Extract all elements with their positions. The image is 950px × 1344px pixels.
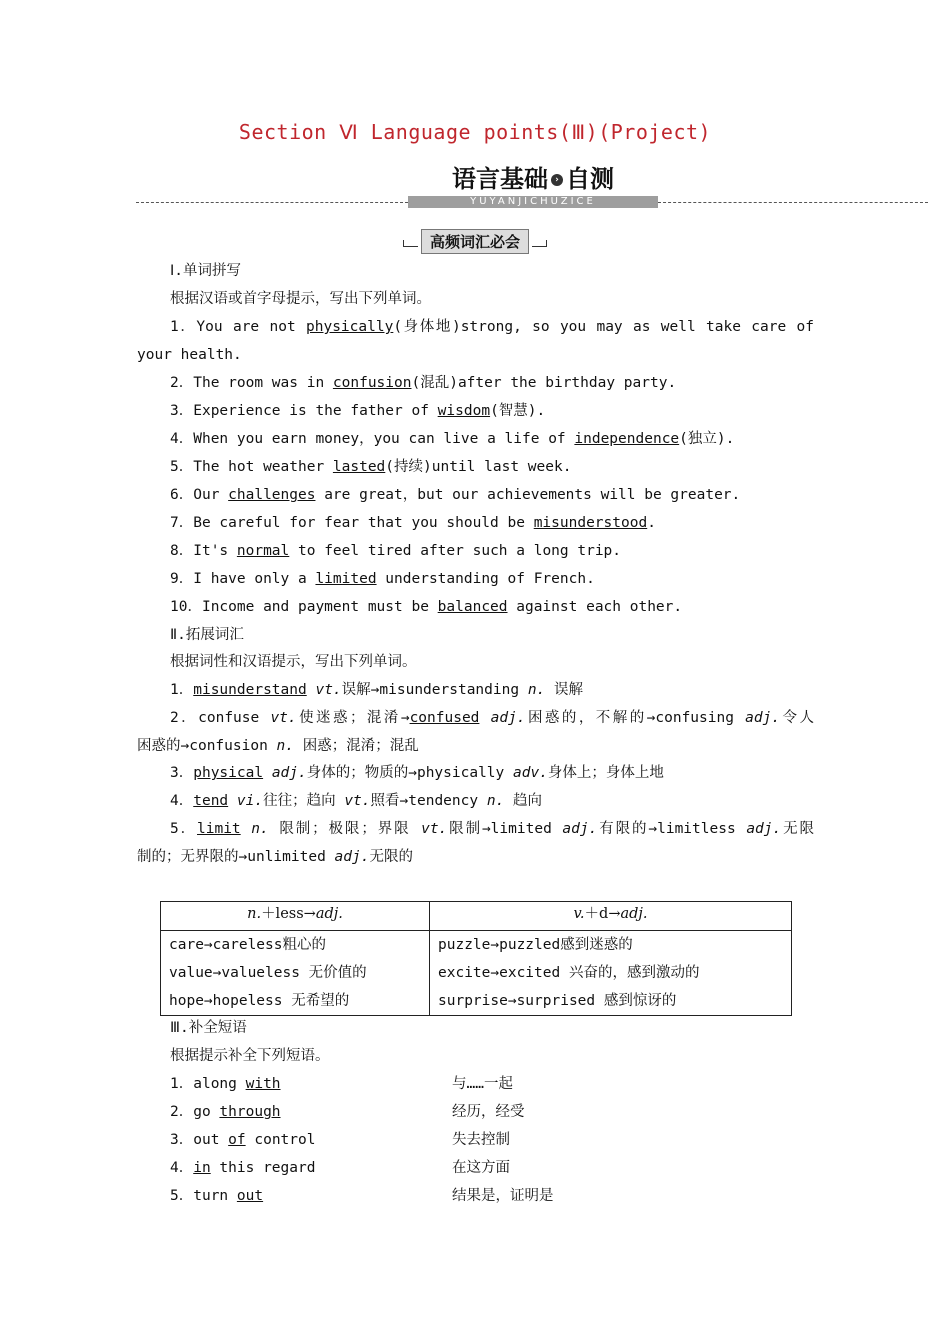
text-segment: vi. bbox=[236, 793, 264, 809]
answer: normal bbox=[236, 543, 290, 559]
text-segment bbox=[241, 821, 252, 837]
text-segment: vt. bbox=[421, 821, 448, 837]
text-segment: 令人 bbox=[780, 710, 814, 726]
text-segment: vt. bbox=[315, 682, 342, 698]
text-segment: 4． bbox=[170, 793, 194, 809]
phrase-meaning: 经历，经受 bbox=[452, 1104, 525, 1120]
table-row: value→valueless 无价值的 bbox=[169, 965, 367, 981]
text-segment: (持续)until last week. bbox=[385, 459, 572, 475]
text-segment: 3． bbox=[170, 765, 194, 781]
text-segment bbox=[263, 765, 272, 781]
part3-heading: Ⅲ.补全短语 bbox=[170, 1020, 247, 1036]
text-segment: adj. bbox=[562, 821, 598, 837]
list-item bbox=[170, 763, 664, 783]
answer: limit bbox=[197, 821, 241, 837]
answer: through bbox=[219, 1104, 281, 1120]
text-segment: 3．Experience is the father of bbox=[170, 403, 438, 419]
answer: independence bbox=[574, 431, 680, 447]
text-segment: understanding of French. bbox=[376, 571, 595, 587]
text-segment: n. bbox=[486, 793, 505, 809]
text-segment: 身体的；物质的→physically bbox=[306, 765, 513, 781]
text-segment: 有限的→limitless bbox=[597, 821, 747, 837]
list-item bbox=[170, 401, 545, 421]
table-row: care→careless粗心的 bbox=[169, 937, 326, 953]
list-item bbox=[170, 513, 656, 533]
table-header-1 bbox=[161, 902, 430, 931]
answer: out bbox=[236, 1188, 264, 1204]
answer: challenges bbox=[228, 487, 316, 503]
text-segment: 1．You are not bbox=[170, 319, 307, 335]
list-item bbox=[170, 541, 621, 561]
list-item bbox=[170, 569, 595, 589]
list-item bbox=[170, 317, 814, 337]
text-segment: 5． bbox=[170, 821, 198, 837]
text-segment: v. bbox=[573, 906, 585, 922]
text-segment: n. bbox=[251, 821, 269, 837]
text-segment: ＋less→ bbox=[261, 906, 316, 922]
text-segment: 往往；趋向 bbox=[263, 793, 345, 809]
answer: in bbox=[193, 1160, 211, 1176]
answer: of bbox=[228, 1132, 246, 1148]
text-segment: 9．I have only a bbox=[170, 571, 316, 587]
list-item bbox=[170, 680, 583, 700]
text-segment: are great，but our achievements will be greater. bbox=[315, 487, 741, 503]
text-segment: 困惑的，不解的→confusing bbox=[525, 710, 746, 726]
text-segment: adj. bbox=[620, 906, 648, 922]
subheading-label: 高频词汇必会 bbox=[421, 229, 529, 254]
answer: wisdom bbox=[437, 403, 491, 419]
text-segment: 2．confuse bbox=[170, 710, 271, 726]
text-segment: 趋向 bbox=[504, 793, 543, 809]
text-segment: n. bbox=[247, 906, 262, 922]
table-row: surprise→surprised 感到惊讶的 bbox=[438, 993, 677, 1009]
list-item bbox=[170, 1102, 281, 1122]
text-segment bbox=[228, 793, 237, 809]
text-segment: 使迷惑；混淆→ bbox=[296, 710, 410, 726]
list-item bbox=[170, 819, 814, 839]
text-segment: adj. bbox=[490, 710, 526, 726]
answer: with bbox=[245, 1076, 281, 1092]
text-segment: 5．The hot weather bbox=[170, 459, 333, 475]
text-segment: to feel tired after such a long trip. bbox=[289, 543, 622, 559]
text-segment: this regard bbox=[210, 1160, 316, 1176]
text-segment: adj. bbox=[334, 849, 370, 865]
text-segment: 1． bbox=[170, 682, 194, 698]
text-segment: 2．go bbox=[170, 1104, 220, 1120]
part2-instruction: 根据词性和汉语提示，写出下列单词。 bbox=[170, 654, 417, 670]
text-segment: 困惑的→confusion bbox=[137, 738, 277, 754]
text-segment: n. bbox=[276, 738, 294, 754]
answer: physical bbox=[193, 765, 264, 781]
list-item bbox=[170, 485, 740, 505]
text-segment: 8．It's bbox=[170, 543, 237, 559]
text-segment: adj. bbox=[745, 710, 781, 726]
banner-title-b: 自测 bbox=[566, 165, 614, 193]
text-segment: 6．Our bbox=[170, 487, 229, 503]
text-segment: vt. bbox=[344, 793, 371, 809]
answer: misunderstand bbox=[193, 682, 307, 698]
subheading bbox=[0, 229, 950, 254]
text-segment: 限制→limited bbox=[447, 821, 563, 837]
table-cell-left bbox=[161, 931, 430, 1016]
text-segment: 3．out bbox=[170, 1132, 229, 1148]
table-header-2 bbox=[430, 902, 792, 931]
list-item bbox=[170, 373, 676, 393]
text-segment: against each other. bbox=[507, 599, 683, 615]
part1-instruction: 根据汉语或首字母提示，写出下列单词。 bbox=[170, 291, 431, 307]
banner-title-a: 语言基础 bbox=[452, 165, 548, 193]
list-item bbox=[170, 1158, 315, 1178]
text-segment: adj. bbox=[271, 765, 307, 781]
text-segment: adj. bbox=[746, 821, 782, 837]
list-item bbox=[170, 1130, 315, 1150]
phrase-meaning: 结果是，证明是 bbox=[452, 1188, 554, 1204]
list-item-continued bbox=[137, 847, 413, 867]
answer: confusion bbox=[332, 375, 412, 391]
text-segment: 4．When you earn money，you can live a life of bbox=[170, 431, 575, 447]
list-item bbox=[170, 457, 571, 477]
answer: lasted bbox=[332, 459, 386, 475]
text-segment: . bbox=[647, 515, 656, 531]
text-segment: 制的；无界限的→unlimited bbox=[137, 849, 335, 865]
phrase-meaning: 失去控制 bbox=[452, 1132, 510, 1148]
text-segment: (独立). bbox=[679, 431, 735, 447]
text-segment: 5．turn bbox=[170, 1188, 237, 1204]
phrase-meaning: 在这方面 bbox=[452, 1160, 510, 1176]
phrase-meaning: 与……一起 bbox=[452, 1076, 513, 1092]
part2-heading: Ⅱ.拓展词汇 bbox=[170, 627, 244, 643]
text-segment: vt. bbox=[270, 710, 297, 726]
word-formation-table bbox=[160, 901, 792, 1016]
text-segment: 限制；极限；界限 bbox=[268, 821, 422, 837]
table-row: hope→hopeless 无希望的 bbox=[169, 993, 350, 1009]
list-item bbox=[170, 1186, 263, 1206]
banner-dash-right bbox=[658, 202, 928, 203]
part3-instruction: 根据提示补全下列短语。 bbox=[170, 1048, 330, 1064]
section-banner bbox=[0, 164, 950, 212]
text-segment: 1．along bbox=[170, 1076, 246, 1092]
list-item bbox=[170, 429, 734, 449]
banner-title bbox=[408, 164, 658, 194]
text-segment: 误解→misunderstanding bbox=[341, 682, 528, 698]
text-segment: 照看→tendency bbox=[370, 793, 487, 809]
answer: misunderstood bbox=[533, 515, 648, 531]
text-segment: 无限 bbox=[781, 821, 815, 837]
text-segment: adv. bbox=[513, 765, 548, 781]
text-segment: ＋d→ bbox=[584, 906, 621, 922]
banner-dash-left bbox=[136, 202, 408, 203]
list-item-continued: your health. bbox=[137, 347, 242, 363]
table-cell-right bbox=[430, 931, 792, 1016]
text-segment: 7．Be careful for fear that you should be bbox=[170, 515, 534, 531]
text-segment: 误解 bbox=[545, 682, 584, 698]
answer: confused bbox=[409, 710, 480, 726]
chevron-right-icon: › bbox=[551, 174, 563, 186]
table-row: excite→excited 兴奋的，感到激动的 bbox=[438, 965, 700, 981]
answer: tend bbox=[193, 793, 229, 809]
text-segment bbox=[479, 710, 490, 726]
list-item-continued bbox=[137, 736, 419, 756]
text-segment: (身体地)strong, so you may as well take care of bbox=[393, 319, 814, 335]
text-segment: n. bbox=[527, 682, 546, 698]
list-item bbox=[170, 708, 814, 728]
text-segment: 2．The room was in bbox=[170, 375, 333, 391]
text-segment: control bbox=[245, 1132, 316, 1148]
list-item bbox=[170, 1074, 281, 1094]
section-title: Section Ⅵ Language points(Ⅲ)(Project) bbox=[238, 120, 712, 144]
answer: physically bbox=[306, 319, 394, 335]
text-segment: 身体上；身体上地 bbox=[547, 765, 664, 781]
list-item bbox=[170, 597, 682, 617]
text-segment: (智慧). bbox=[490, 403, 546, 419]
text-segment: 无限的 bbox=[369, 849, 413, 865]
text-segment: 困惑；混淆；混乱 bbox=[294, 738, 419, 754]
table-row: puzzle→puzzled感到迷惑的 bbox=[438, 937, 633, 953]
text-segment: 4． bbox=[170, 1160, 194, 1176]
text-segment: (混乱)after the birthday party. bbox=[411, 375, 677, 391]
banner-pinyin: YUYANJICHUZICE bbox=[408, 196, 658, 208]
text-segment: adj. bbox=[315, 906, 343, 922]
text-segment: 10．Income and payment must be bbox=[170, 599, 438, 615]
answer: balanced bbox=[437, 599, 508, 615]
list-item bbox=[170, 791, 542, 811]
answer: limited bbox=[315, 571, 377, 587]
part1-heading: Ⅰ.单词拼写 bbox=[170, 263, 242, 279]
